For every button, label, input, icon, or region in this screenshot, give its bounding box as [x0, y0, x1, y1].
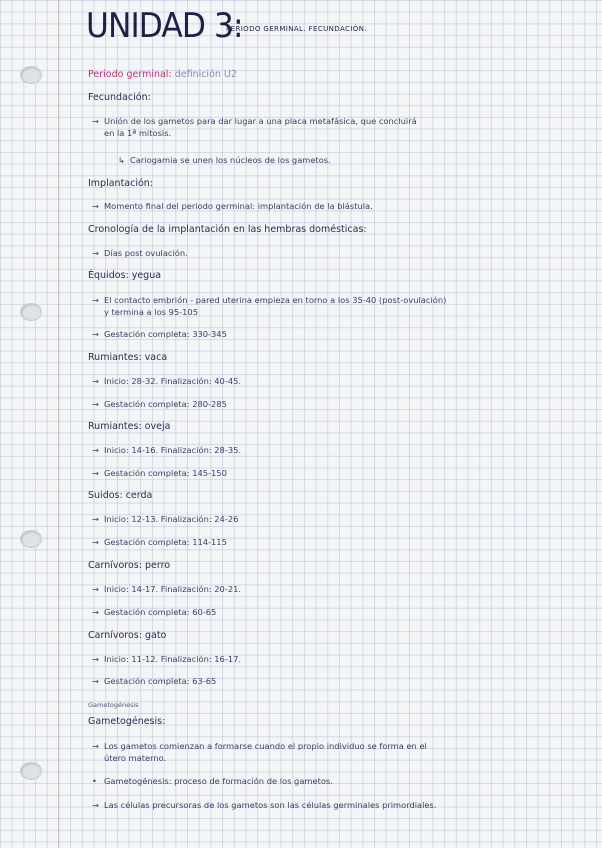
bullet-text: Inicio: 14-16. Finalización: 28-35.: [104, 445, 242, 455]
bullet-item: [92, 741, 427, 751]
arrow-icon: →: [92, 676, 99, 686]
arrow-icon: →: [92, 201, 99, 211]
bullet-text: Gestación completa: 114-115: [104, 537, 227, 547]
bullet-item: [92, 376, 241, 386]
bullet-text: Momento final del periodo germinal: implantación de la blástula.: [104, 201, 373, 211]
arrow-icon: →: [92, 741, 99, 751]
section-heading: Carnívoros: perro: [88, 560, 171, 571]
bullet-continuation: en la 1ª mitosis.: [104, 128, 172, 138]
margin-line: [58, 0, 59, 848]
heading-label: Periodo germinal:: [88, 69, 172, 80]
section-heading: Rumiantes: vaca: [88, 352, 168, 363]
section-heading: Suidos: cerda: [88, 490, 153, 501]
bullet-text: Gametogénesis: proceso de formación de los gametos.: [104, 776, 333, 786]
bullet-text: El contacto embrión - pared uterina empieza en torno a los 35-40 (post-ovulación): [104, 295, 447, 305]
bullet-text: Los gametos comienzan a formarse cuando el propio individuo se forma en el: [104, 741, 427, 751]
arrow-icon: →: [92, 537, 99, 547]
bullet-item: [92, 584, 241, 594]
bullet-item: [92, 654, 241, 664]
bullet-text: Gestación completa: 330-345: [104, 329, 227, 339]
bullet-text: Inicio: 14-17. Finalización: 20-21.: [104, 584, 242, 594]
bullet-item: [92, 329, 227, 339]
bullet-text: Gestación completa: 63-65: [104, 676, 217, 686]
arrow-icon: →: [92, 514, 99, 524]
bullet-item: [92, 537, 227, 547]
arrow-icon: →: [92, 584, 99, 594]
bullet-text: Las células precursoras de los gametos son las células germinales primordiales.: [104, 800, 437, 810]
binder-hole: [20, 530, 42, 548]
arrow-icon: →: [92, 654, 99, 664]
section-heading-small: Gametogénesis: [88, 701, 139, 709]
arrow-icon: →: [92, 248, 99, 258]
arrow-icon: →: [92, 607, 99, 617]
section-heading: Gametogénesis:: [88, 716, 166, 727]
page-title: UNIDAD 3:: [86, 6, 243, 46]
arrow-icon: →: [92, 295, 99, 305]
section-heading: Fecundación:: [88, 92, 151, 103]
bullet-text: Días post ovulación.: [104, 248, 188, 258]
bullet-item: [92, 248, 188, 258]
sub-arrow-icon: ↳: [118, 155, 125, 165]
arrow-icon: →: [92, 468, 99, 478]
binder-hole: [20, 66, 42, 84]
bullet-item: [92, 445, 241, 455]
binder-hole: [20, 303, 42, 321]
bullet-item: [118, 155, 331, 165]
bullet-continuation: y termina a los 95-105: [104, 307, 198, 317]
bullet-item: [92, 776, 333, 786]
bullet-item: [92, 468, 227, 478]
section-heading: Équidos: yegua: [88, 270, 162, 281]
arrow-icon: →: [92, 376, 99, 386]
bullet-text: Unión de los gametos para dar lugar a una placa metafásica, que concluirá: [104, 116, 417, 126]
section-heading: Implantación:: [88, 178, 154, 189]
heading-note: definición U2: [174, 69, 237, 80]
arrow-icon: →: [92, 399, 99, 409]
arrow-icon: →: [92, 329, 99, 339]
bullet-text: Inicio: 28-32. Finalización: 40-45.: [104, 376, 242, 386]
dot-bullet-icon: •: [92, 776, 97, 786]
section-heading: Cronología de la implantación en las hembras domésticas:: [88, 224, 367, 235]
bullet-item: [92, 295, 446, 305]
bullet-text: Cariogamia se unen los núcleos de los gametos.: [130, 155, 331, 165]
bullet-item: [92, 399, 227, 409]
bullet-item: [92, 201, 373, 211]
bullet-item: [92, 607, 216, 617]
section-heading: Carnívoros: gato: [88, 630, 167, 641]
arrow-icon: →: [92, 445, 99, 455]
bullet-text: Inicio: 11-12. Finalización: 16-17.: [104, 654, 242, 664]
note-line: [88, 69, 237, 80]
bullet-item: [92, 676, 216, 686]
arrow-icon: →: [92, 800, 99, 810]
section-heading: Rumiantes: oveja: [88, 421, 171, 432]
page-subtitle: PERIODO GERMINAL. FECUNDACIÓN.: [226, 25, 367, 33]
binder-hole: [20, 762, 42, 780]
bullet-item: [92, 116, 417, 126]
bullet-text: Gestación completa: 280-285: [104, 399, 227, 409]
bullet-text: Gestación completa: 60-65: [104, 607, 217, 617]
bullet-item: [92, 514, 238, 524]
bullet-text: Inicio: 12-13. Finalización: 24-26: [104, 514, 239, 524]
bullet-text: Gestación completa: 145-150: [104, 468, 227, 478]
bullet-item: [92, 800, 437, 810]
bullet-continuation: útero materno.: [104, 753, 167, 763]
arrow-icon: →: [92, 116, 99, 126]
